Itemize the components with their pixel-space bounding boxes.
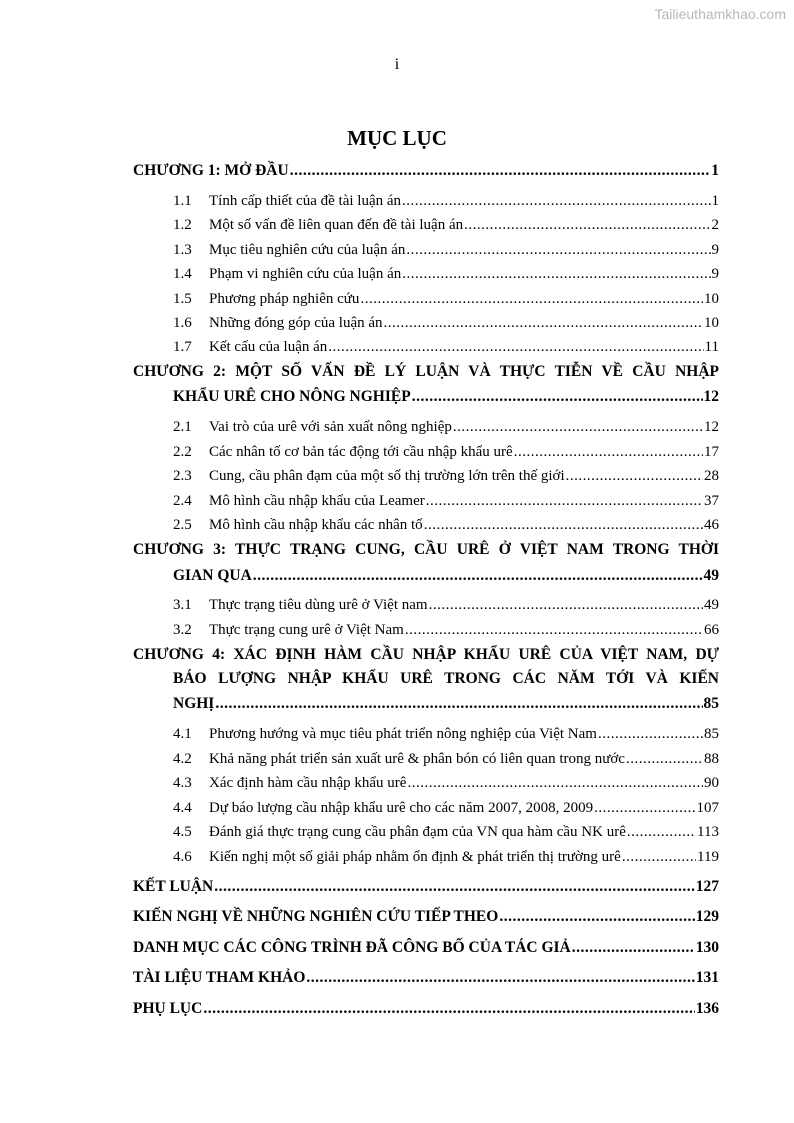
toc-entry-number: 2.1 [173, 419, 192, 435]
toc-leader-dots [406, 241, 710, 259]
toc-entry-text: Mô hình cầu nhập khẩu của Leamer [209, 493, 425, 509]
toc-page-number: 85 [704, 726, 719, 742]
toc-chapter-4-line-2[interactable]: BÁO LƯỢNG NHẬP KHẨU URÊ TRONG CÁC NĂM TỚI VÀ KIẾN [173, 670, 719, 687]
toc-entry-number: 4.1 [173, 726, 192, 742]
toc-entry-text: Phạm vi nghiên cứu của luận án [209, 266, 402, 282]
toc-page-number: 46 [704, 517, 719, 533]
toc-entry-number: 1.3 [173, 242, 192, 258]
toc-entry-text: Phương pháp nghiên cứu [209, 291, 360, 307]
toc-chapter-2[interactable] [173, 382, 719, 406]
toc-leader-dots [203, 1000, 694, 1018]
toc-leader-dots [514, 443, 703, 461]
toc-leader-dots [402, 192, 710, 210]
toc-entry-number: 1.1 [173, 193, 192, 209]
toc-leader-dots [253, 567, 703, 585]
toc-entry[interactable] [173, 615, 719, 639]
toc-entry[interactable] [173, 793, 719, 817]
toc-page-number: 9 [711, 242, 719, 258]
toc-chapter-3[interactable] [173, 561, 719, 585]
toc-leader-dots [622, 848, 696, 866]
toc-page-number: 113 [697, 824, 719, 840]
toc-leader-dots [407, 774, 703, 792]
toc-entry-number: 4.3 [173, 775, 192, 791]
toc-leader-dots [384, 314, 703, 332]
toc-leader-dots [412, 388, 703, 406]
toc-page-number: 119 [697, 849, 719, 865]
toc-entry-text: Thực trạng tiêu dùng urê ở Việt nam [209, 597, 428, 613]
toc-further-research[interactable] [133, 902, 719, 926]
toc-leader-dots [572, 939, 695, 957]
toc-page-number: 9 [711, 266, 719, 282]
toc-page-number: 66 [704, 622, 719, 638]
toc-page-number: 88 [704, 751, 719, 767]
toc-entry-number: 1.6 [173, 315, 192, 331]
toc-chapter-2-line-1[interactable]: CHƯƠNG 2: MỘT SỐ VẤN ĐỀ LÝ LUẬN VÀ THỰC TIỄN VỀ CẦU NHẬP [133, 363, 719, 380]
toc-entry-text: Tính cấp thiết của đề tài luận án [209, 193, 402, 209]
toc-leader-dots [594, 799, 695, 817]
toc-entry-text: CHƯƠNG 1: MỞ ĐẦU [133, 162, 289, 179]
toc-entry-number: 2.5 [173, 517, 192, 533]
toc-entry-number: 3.1 [173, 597, 192, 613]
toc-page-number: 127 [695, 878, 719, 895]
toc-entry-text: DANH MỤC CÁC CÔNG TRÌNH ĐÃ CÔNG BỐ CỦA TÁC GIẢ [133, 939, 571, 956]
toc-entry[interactable] [173, 744, 719, 768]
toc-entry[interactable] [173, 235, 719, 259]
toc-leader-dots [453, 418, 703, 436]
toc-entry-text: GIAN QUA [173, 567, 252, 584]
toc-page-number: 90 [704, 775, 719, 791]
toc-page-number: 129 [695, 908, 719, 925]
toc-page-number: 131 [695, 969, 719, 986]
toc-entry[interactable] [173, 510, 719, 534]
toc-entry-text: Vai trò của urê với sản xuất nông nghiệp [209, 419, 452, 435]
toc-page-number: 136 [695, 1000, 719, 1017]
toc-entry-text: TÀI LIỆU THAM KHẢO [133, 969, 306, 986]
toc-leader-dots [627, 823, 696, 841]
toc-entry-text: Dự báo lượng cầu nhập khẩu urê cho các năm 2007, 2008, 2009 [209, 800, 594, 816]
toc-entry[interactable] [173, 768, 719, 792]
toc-entry-text: KIẾN NGHỊ VỀ NHỮNG NGHIÊN CỨU TIẾP THEO [133, 908, 499, 925]
toc-entry[interactable] [173, 486, 719, 510]
toc-entry-text: Các nhân tố cơ bản tác động tới cầu nhập khẩu urê [209, 444, 513, 460]
toc-leader-dots [328, 338, 703, 356]
toc-leader-dots [429, 596, 703, 614]
toc-entry-text: Mô hình cầu nhập khẩu các nhân tố [209, 517, 423, 533]
toc-entry[interactable] [173, 461, 719, 485]
toc-page-number: 17 [704, 444, 719, 460]
toc-entry-number: 2.4 [173, 493, 192, 509]
toc-entry[interactable] [173, 437, 719, 461]
toc-leader-dots [424, 516, 703, 534]
toc-chapter-4-line-1[interactable]: CHƯƠNG 4: XÁC ĐỊNH HÀM CẦU NHẬP KHẨU URÊ CỦA VIỆT NAM, DỰ [133, 646, 719, 663]
toc-entry-text: NGHỊ [173, 695, 215, 712]
toc-entry-text: KẾT LUẬN [133, 878, 214, 895]
toc-page-number: 1 [711, 193, 719, 209]
toc-entry-text: Kiến nghị một số giải pháp nhằm ổn định & phát triển thị trường urê [209, 849, 621, 865]
toc-leader-dots [290, 162, 711, 180]
page-title: MỤC LỤC [347, 126, 447, 150]
toc-entry-text: Xác định hàm cầu nhập khẩu urê [209, 775, 407, 791]
toc-entry[interactable] [173, 817, 719, 841]
toc-entry-text: KHẨU URÊ CHO NÔNG NGHIỆP [173, 388, 411, 405]
toc-entry[interactable] [173, 842, 719, 866]
toc-entry[interactable] [173, 719, 719, 743]
toc-conclusion[interactable] [133, 872, 719, 896]
toc-chapter-3-line-1[interactable]: CHƯƠNG 3: THỰC TRẠNG CUNG, CẦU URÊ Ở VIỆT NAM TRONG THỜI [133, 541, 719, 558]
toc-entry-text: Đánh giá thực trạng cung cầu phân đạm của VN qua hàm cầu NK urê [209, 824, 626, 840]
toc-entry[interactable] [173, 590, 719, 614]
toc-entry-number: 1.2 [173, 217, 192, 233]
toc-entry-number: 1.4 [173, 266, 192, 282]
toc-page-number: 37 [704, 493, 719, 509]
toc-leader-dots [426, 492, 703, 510]
toc-entry-text: Khả năng phát triển sản xuất urê & phân bón có liên quan trong nước [209, 751, 625, 767]
toc-chapter-4[interactable] [173, 689, 719, 713]
toc-entry-text: Những đóng góp của luận án [209, 315, 383, 331]
toc-leader-dots [464, 216, 710, 234]
toc-page-number: 10 [704, 291, 719, 307]
toc-entry-text: Phương hướng và mục tiêu phát triển nông nghiệp của Việt Nam [209, 726, 597, 742]
toc-entry-number: 2.3 [173, 468, 192, 484]
toc-page-number: 12 [703, 388, 719, 405]
toc-entry-text: PHỤ LỤC [133, 1000, 203, 1017]
toc-leader-dots [215, 695, 702, 713]
toc-entry-text: Kết cấu của luận án [209, 339, 328, 355]
page-number: i [394, 56, 400, 73]
toc-leader-dots [499, 908, 694, 926]
toc-entry-number: 4.6 [173, 849, 192, 865]
toc-entry-text: Một số vấn đề liên quan đến đề tài luận án [209, 217, 464, 233]
toc-page-number: 2 [711, 217, 719, 233]
toc-entry-text: Cung, cầu phân đạm của một số thị trường lớn trên thế giới [209, 468, 565, 484]
toc-page-number: 85 [703, 695, 719, 712]
toc-entry-number: 4.2 [173, 751, 192, 767]
toc-entry[interactable] [173, 210, 719, 234]
toc-leader-dots [214, 878, 695, 896]
toc-entry[interactable] [173, 186, 719, 210]
toc-page-number: 49 [703, 567, 719, 584]
toc-leader-dots [402, 265, 710, 283]
toc-entry-number: 4.5 [173, 824, 192, 840]
toc-entry-text: Mục tiêu nghiên cứu của luận án [209, 242, 406, 258]
watermark-text: Tailieuthamkhao.com [654, 6, 786, 22]
toc-entry[interactable] [173, 332, 719, 356]
toc-entry-number: 3.2 [173, 622, 192, 638]
toc-entry[interactable] [173, 412, 719, 436]
toc-page-number: 11 [704, 339, 719, 355]
toc-entry-number: 4.4 [173, 800, 192, 816]
toc-page-number: 49 [704, 597, 719, 613]
toc-entry-text: Thực trạng cung urê ở Việt Nam [209, 622, 404, 638]
toc-entry-number: 2.2 [173, 444, 192, 460]
toc-page-number: 1 [711, 162, 719, 179]
toc-entry[interactable] [173, 308, 719, 332]
toc-page-number: 10 [704, 315, 719, 331]
toc-leader-dots [360, 290, 703, 308]
toc-entry[interactable] [173, 284, 719, 308]
toc-publications[interactable] [133, 933, 719, 957]
toc-chapter-1[interactable] [133, 156, 719, 180]
toc-leader-dots [306, 969, 694, 987]
toc-entry-number: 1.7 [173, 339, 192, 355]
toc-leader-dots [626, 750, 703, 768]
toc-leader-dots [405, 621, 703, 639]
toc-entry[interactable] [173, 259, 719, 283]
toc-page-number: 28 [704, 468, 719, 484]
toc-leader-dots [566, 467, 703, 485]
toc-appendix[interactable] [133, 994, 719, 1018]
toc-entry-number: 1.5 [173, 291, 192, 307]
toc-references[interactable] [133, 963, 719, 987]
toc-page-number: 130 [695, 939, 719, 956]
toc-page-number: 107 [696, 800, 719, 816]
toc-leader-dots [598, 725, 703, 743]
toc-page-number: 12 [704, 419, 719, 435]
